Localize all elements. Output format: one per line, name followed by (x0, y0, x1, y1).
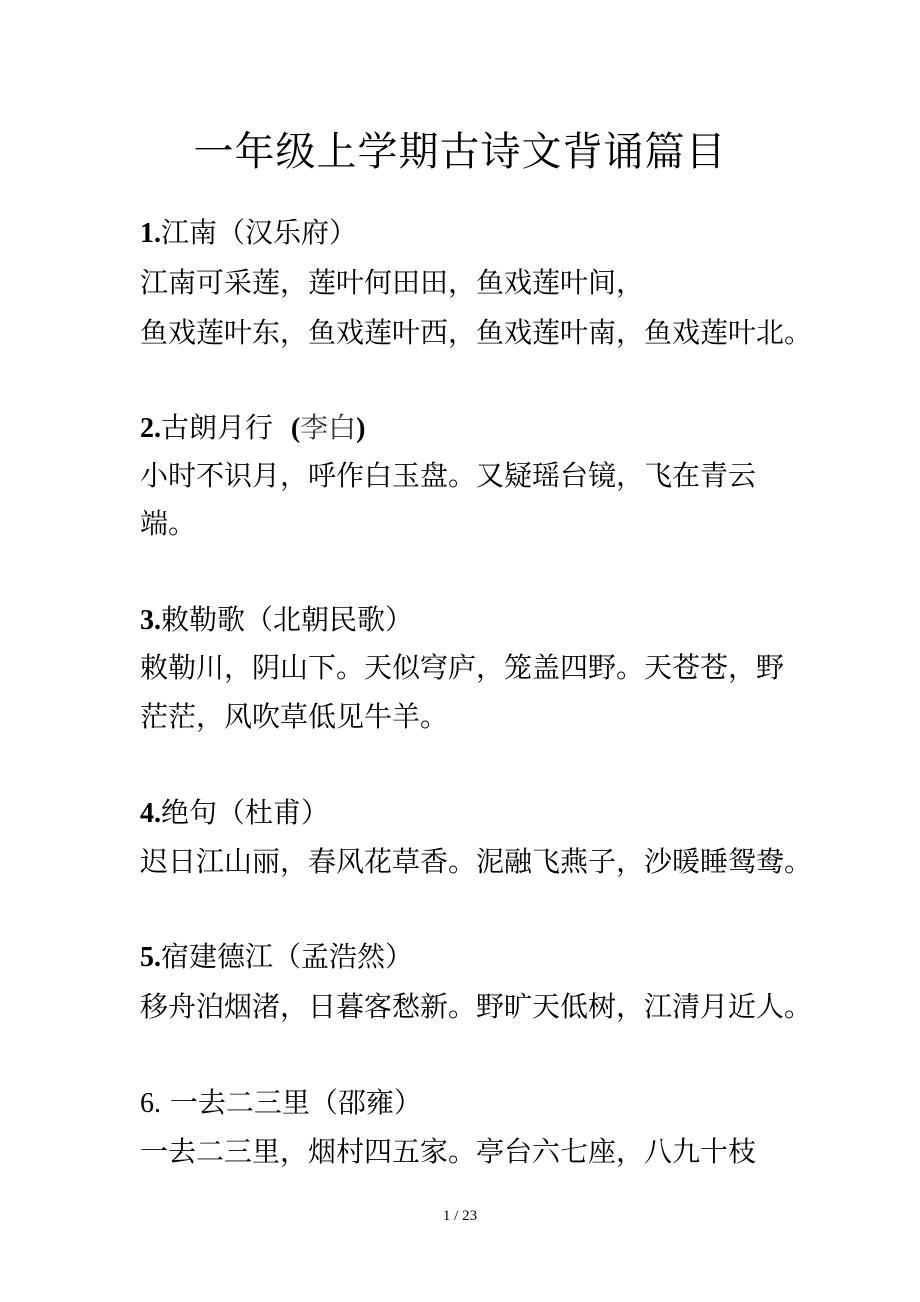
poem-number: 4. (140, 798, 161, 829)
poem-line: 鱼戏莲叶东，鱼戏莲叶西，鱼戏莲叶南，鱼戏莲叶北。 (140, 316, 813, 349)
poem-line: 移舟泊烟渚，日暮客愁新。野旷天低树，江清月近人。 (140, 990, 813, 1023)
poem-heading (140, 600, 413, 641)
poem-line: 江南可采莲，莲叶何田田，鱼戏莲叶间， (140, 266, 645, 299)
poem-heading (140, 408, 366, 449)
poem-line: 端。 (140, 507, 197, 540)
poem-line: 茫茫，风吹草低见牛羊。 (140, 700, 449, 733)
poem-title: 宿建德江（孟浩然） (161, 940, 414, 973)
page-title: 一年级上学期古诗文背诵篇目 (193, 129, 727, 175)
poem-heading (140, 213, 357, 254)
poem-heading (140, 793, 329, 834)
page-number: 1 / 23 (442, 1208, 478, 1224)
poem-number: 2. (140, 413, 161, 444)
poem-title: 江南（汉乐府） (161, 216, 358, 249)
poem-number: 1. (140, 218, 161, 249)
close-paren: ) (356, 413, 366, 444)
poem-title: 绝句（杜甫） (161, 796, 330, 829)
poem-title: 敕勒歌（北朝民歌） (161, 603, 414, 636)
poem-title: 古朗月行 (161, 411, 274, 444)
open-paren: ( (290, 413, 301, 444)
poem-line: 敕勒川，阴山下。天似穹庐，笼盖四野。天苍苍，野 (140, 651, 785, 684)
poem-heading (140, 1083, 422, 1124)
poem-line: 迟日江山丽，春风花草香。泥融飞燕子，沙暖睡鸳鸯。 (140, 845, 813, 878)
poem-number: 6. (140, 1088, 161, 1119)
poem-title: 一去二三里（邵雍） (161, 1086, 422, 1119)
poem-line: 一去二三里，烟村四五家。亭台六七座，八九十枝 (140, 1135, 757, 1168)
poem-author: 李白 (300, 411, 357, 444)
poem-number: 5. (140, 942, 161, 973)
poem-heading (140, 937, 413, 978)
poem-line: 小时不识月，呼作白玉盘。又疑瑶台镜，飞在青云 (140, 459, 757, 492)
poem-number: 3. (140, 605, 161, 636)
